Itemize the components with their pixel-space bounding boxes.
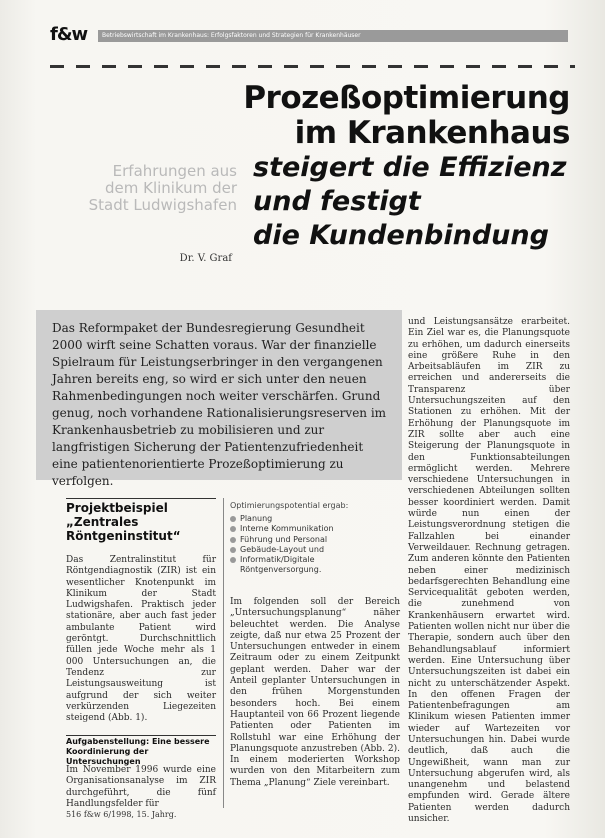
bullet-icon [230, 537, 236, 543]
author-byline: Dr. V. Graf [179, 253, 232, 264]
list-item [230, 545, 390, 555]
article-title-line2: im Krankenhaus [294, 115, 570, 151]
bullet-icon [230, 516, 236, 522]
sidebar-body: Das Zentralinstitut für Röntgendiagnostik (ZIR) ist ein wesentlicher Knotenpunkt im Klinikum der Stadt Ludwigshafen. Praktisch jeder stationäre, aber auch fast jeder ambulante Patient wird geröntgt. Durchschnittlich füllen jede Woche mehr als 1 000 Untersuchungen an, die Tendenz zur Leistungsausweitung ist aufgrund der sich weiter verkürzenden Liegezeiten steigend (Abb. 1). [66, 555, 216, 724]
bullet-icon [230, 557, 236, 563]
subtitle-line1: steigert die Effizienz [253, 152, 567, 183]
decorative-dash-rule [50, 65, 575, 68]
list-item [230, 524, 390, 534]
page-folio: 516 f&w 6/1998, 15. Jahrg. [66, 810, 177, 819]
running-header [50, 24, 570, 45]
list-item-label: Planung [240, 514, 273, 523]
list-item-label: Gebäude-Layout und [240, 544, 325, 554]
list-item [230, 535, 390, 545]
article-title-line1: Prozeßoptimierung [243, 80, 570, 116]
sidebar-subheading: Aufgabenstellung: Eine bessere Koordinierung der Untersuchungen [66, 737, 210, 766]
sidebar-top-rule [66, 498, 216, 499]
column-divider [223, 498, 224, 808]
sidebar-heading: Projektbeispiel „Zentrales Röntgeninstitut“ [66, 501, 181, 543]
list-item-label: Informatik/Digitale Röntgenversorgung. [240, 555, 322, 575]
subtitle-line2: und festigt [253, 186, 421, 217]
subheading-rule [66, 735, 216, 736]
bullet-icon [230, 526, 236, 532]
running-head-text: Betriebswirtschaft im Krankenhaus: Erfolgsfaktoren und Strategien für Krankenhäuser [102, 32, 361, 39]
lead-paragraph: Das Reformpaket der Bundesregierung Gesundheit 2000 wirft seine Schatten voraus. War der finanzielle Spielraum für Leistungserbringer in den vergangenen Jahren bereits eng, so wird er sich unter den neuen Rahmenbedingungen noch weiter verschärfen. Grund genug, noch vorhandene Rationalisierungsreserven im Krankenhausbetrieb zu mobilisieren und zur langfristigen Sicherung der Patientenzufriedenheit eine patientenorientierte Prozeßoptimierung zu verfolgen. [52, 321, 387, 488]
list-item [230, 555, 390, 576]
list-item-label: Interne Kommunikation [240, 524, 334, 534]
bullet-icon [230, 547, 236, 553]
list-item [230, 514, 390, 524]
column-middle-text: Im folgenden soll der Bereich „Untersuchungsplanung“ näher beleuchtet werden. Die Analyse zeigte, daß nur etwa 25 Prozent der Untersuchungen entweder in einem Zeitraum oder zu einem Zeitpunkt geplant werden. Daher war der Anteil geplanter Untersuchungen in den frühen Morgenstunden besonders hoch. Bei einem Hauptanteil von 66 Prozent liegende Patienten oder Patienten im Rollstuhl war eine Erhöhung der Planungsquote anzustreben (Abb. 2). In einem moderierten Workshop wurden von den Mitarbeitern zum Thema „Planung“ Ziele vereinbart. [230, 597, 400, 788]
column-right-text: und Leistungsansätze erarbeitet. Ein Ziel war es, die Planungsquote zu erhöhen, um dadurch einerseits eine größere Ruhe in den Arbeitsabläufen im ZIR zu erreichen und andererseits die Transparenz über Untersuchungszeiten auf den Stationen zu erhöhen. Mit der Erhöhung der Planungsquote im ZIR sollte aber auch eine Steigerung der Planungsquote in den Funktionsabteilungen ermöglicht werden. Mehrere verschiedene Untersuchungen in verschiedenen Abteilungen sollten besser koordiniert werden. Damit würde nun einen der Leistungsverordnung stetigen die Fallzahlen bei einander Verweildauer. Rechnung getragen. Zum anderen könnte den Patienten neben einer medizinisch bedarfsgerechten Behandlung eine Servicequalität geboten werden, die zunehmend von Krankenhäusern erwartet wird. Patienten wollen nicht nur über die Therapie, sondern auch über den Behandlungsablauf informiert werden. Eine Untersuchung über Untersuchungszeiten ist dabei ein nicht zu unterschätzender Aspekt. In den offenen Fragen der Patientenbefragungen am Klinikum wiesen Patienten immer wieder auf Wartezeiten vor Untersuchungen hin. Dabei wurde deutlich, daß auch die Ungewißheit, wann man zur Untersuchung abgerufen wird, als unangenehm und belastend empfunden wird. Gerade ältere Patienten werden dadurch unsicher. [408, 317, 570, 825]
optimization-label: Optimierungspotential ergab: [230, 501, 349, 510]
sidebar-body-continued: Im November 1996 wurde eine Organisationsanalyse im ZIR durchgeführt, die fünf Handlungsfelder für [66, 765, 216, 809]
article-subtitle [253, 151, 566, 253]
optimization-list [230, 514, 390, 576]
subtitle-line3: die Kundenbindung [253, 220, 549, 251]
journal-logo: f&w [50, 24, 88, 45]
list-item-label: Führung und Personal [240, 534, 328, 544]
article-kicker: Erfahrungen aus dem Klinikum der Stadt Ludwigshafen [88, 162, 237, 214]
